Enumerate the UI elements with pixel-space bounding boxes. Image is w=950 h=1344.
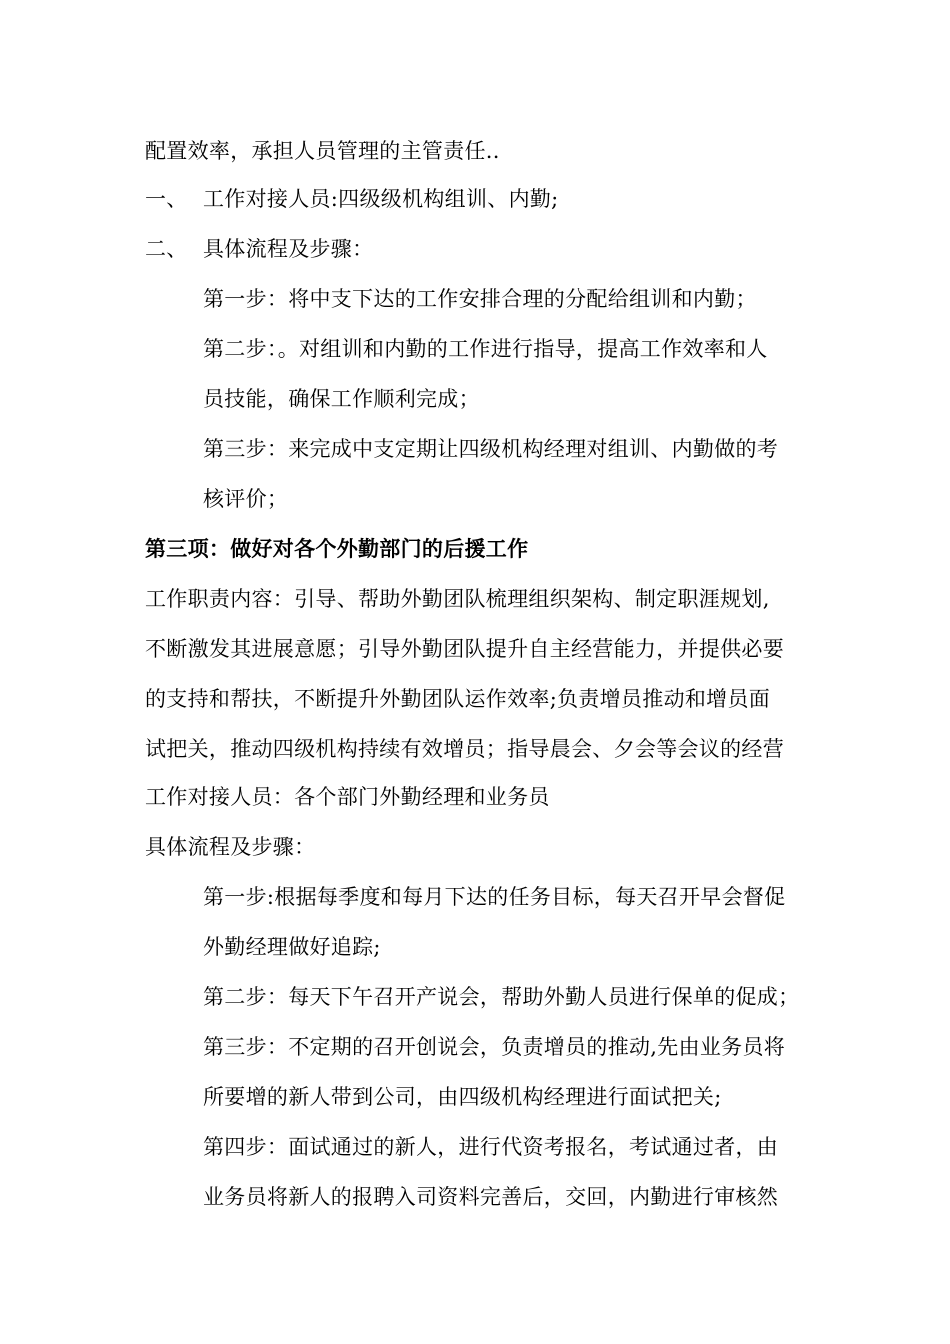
step-line: 业务员将新人的报聘入司资料完善后，交回，内勤进行审核然	[203, 1185, 779, 1209]
list-text: 工作对接人员:四级级机构组训、内勤;	[203, 187, 559, 211]
step-line: 外勤经理做好追踪;	[203, 935, 381, 959]
paragraph-line: 不断激发其进展意愿；引导外勤团队提升自主经营能力，并提供必要	[145, 637, 784, 661]
paragraph-line: 的支持和帮扶，不断提升外勤团队运作效率;负责增员推动和增员面	[145, 687, 771, 711]
list-number: 一、	[145, 187, 188, 211]
step-line: 所要增的新人带到公司，由四级机构经理进行面试把关;	[203, 1085, 722, 1109]
step-line: 第三步：来完成中支定期让四级机构经理对组训、内勤做的考	[203, 437, 779, 461]
step-line: 第二步：。对组训和内勤的工作进行指导，提高工作效率和人	[203, 337, 768, 361]
step-line: 第一步:根据每季度和每月下达的任务目标，每天召开早会督促	[203, 885, 786, 909]
paragraph-line: 工作职责内容：引导、帮助外勤团队梳理组织架构、制定职涯规划,	[145, 587, 770, 611]
paragraph-line: 试把关，推动四级机构持续有效增员；指导晨会、夕会等会议的经营	[145, 737, 784, 761]
paragraph-line: 配置效率，承担人员管理的主管责任..	[145, 139, 500, 163]
list-number: 二、	[145, 237, 188, 261]
step-line: 第三步：不定期的召开创说会，负责增员的推动,先由业务员将	[203, 1035, 786, 1059]
paragraph-line: 具体流程及步骤：	[145, 835, 316, 859]
step-line: 第二步：每天下午召开产说会，帮助外勤人员进行保单的促成；	[203, 985, 800, 1009]
step-line: 员技能，确保工作顺利完成；	[203, 387, 480, 411]
list-item	[145, 234, 373, 264]
list-item	[145, 184, 559, 214]
step-line: 核评价；	[203, 487, 289, 511]
step-line: 第一步：将中支下达的工作安排合理的分配给组训和内勤；	[203, 287, 757, 311]
step-line: 第四步：面试通过的新人，进行代资考报名，考试通过者，由	[203, 1135, 779, 1159]
paragraph-line: 工作对接人员：各个部门外勤经理和业务员	[145, 785, 550, 809]
section-heading: 第三项：做好对各个外勤部门的后援工作	[145, 536, 529, 561]
list-text: 具体流程及步骤：	[203, 237, 374, 261]
